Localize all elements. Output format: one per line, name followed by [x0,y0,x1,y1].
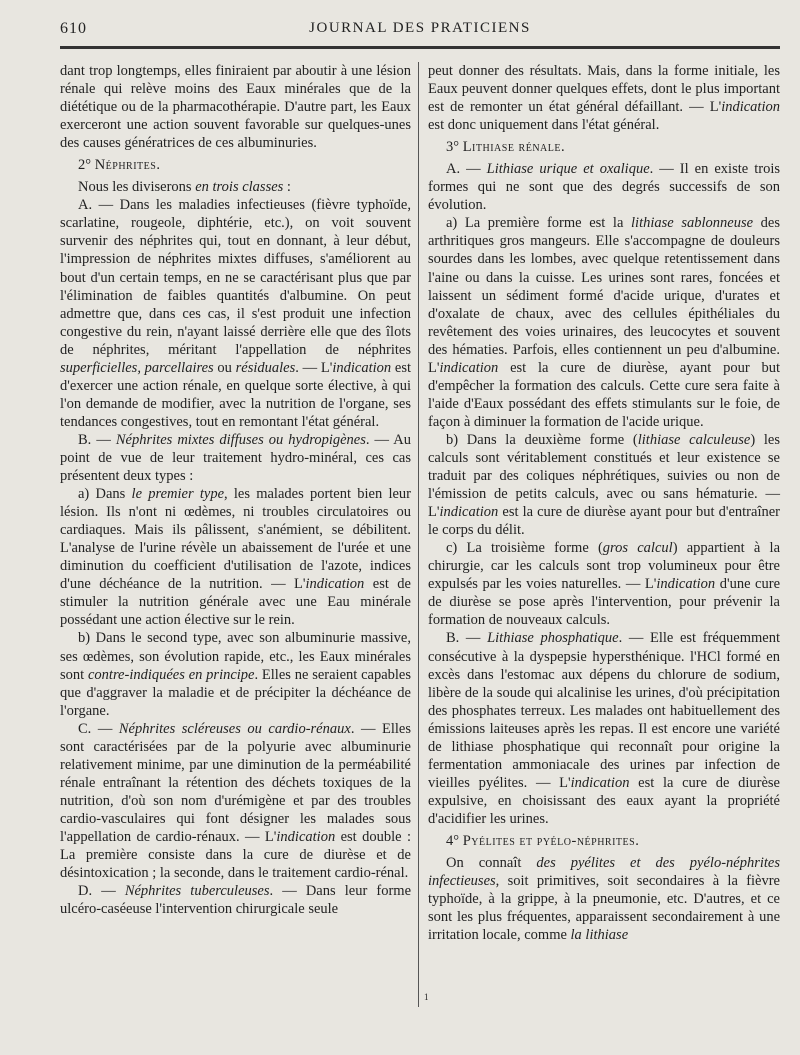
text-run: Néphrites scléreuses ou cardio-rénaux [118,720,351,737]
text-run: indication [276,828,336,845]
paragraph [60,720,411,882]
text-run: des pyélites et des pyélo-néphrites infectieuses [428,855,780,890]
paragraph [60,196,411,431]
text-run: Pyélites et pyélo-néphrites. [462,832,640,849]
text-run: indication [305,576,365,593]
text-run: est d'exercer une action rénale, en quelque sorte élective, à qui l'on demande de modifier, avec la nutrition de l'organe, ses tendances congestives, tout en remontant l'état général. [60,359,412,430]
text-run: Lithiase phosphatique [487,630,619,647]
text-run: A. — Dans les maladies infectieuses (fièvre typhoïde, scarlatine, rougeole, diphtérie, etc.), on voit souvent survenir des néphrites qui, tout en donnant, à leur début, l'impression de néphrites mixtes diffuses, s'améliorent au bout d'un certain temps, en ne se caractérisant plus que par l'élimination de faibles quantités d'albumine. On peut admettre que, dans ces cas, il s'est produit une infection congestive du rein, n'ayant laissé derrière elle que des îlots de néphrites, méritant l'appellation de néphrites [60,197,411,358]
section-heading-lithiase [428,138,780,156]
paragraph [428,160,780,214]
paragraph [428,214,780,431]
text-run: . — L' [295,359,333,376]
paragraph [428,431,780,539]
text-run: résiduales [235,359,296,376]
text-run: superficielles, parcellaires [60,359,214,376]
footer-mark: 1 [424,992,429,1002]
text-run: B. — [446,630,488,647]
text-run: Nous les diviserons [78,179,196,196]
text-run: Néphrites tuberculeuses [124,883,270,900]
text-run: le premier type [131,486,224,503]
text-run: indication [570,774,630,791]
text-run: c) La troisième forme ( [446,540,603,557]
text-run: b) Dans le second type, avec son albuminurie massive, ses œdèmes, son évolution rapide, etc., les Eaux minérales sont [60,630,411,683]
text-run: . — Au point de vue de leur traitement hydro-minéral, ces cas présentent deux types : [60,431,412,485]
paragraph [428,629,780,828]
text-run: gros calcul [602,540,673,557]
text-run: . — Elles sont caractérisées par de la polyurie avec albuminurie relativement minime, par une diminution de la perméabilité rénale entraînant la rétention des déchets toxiques de la nutrition, d'où son nom d'urémigène et par des troubles cardio-vasculaires qui font désigner les malades sous l'appellation de cardio-rénaux. — L' [60,720,411,845]
paragraph [428,62,780,134]
journal-title: JOURNAL DES PRATICIENS [309,20,531,36]
text-run: est de stimuler la nutrition générale avec une Eau minérale possédant une action élective sur le rein. [60,576,411,629]
column-divider [418,62,419,1007]
header-rule [60,46,780,49]
text-run: a) Dans [78,486,132,503]
text-run: d'une cure de diurèse se pose après l'intervention, pour prévenir la formation de nouveaux calculs. [428,576,780,629]
text-run: 3° [446,139,463,156]
text-run: a) La première forme est la [446,215,632,232]
text-run: la lithiase [570,927,629,944]
right-column [428,62,780,944]
text-run: Lithiase rénale. [462,139,566,156]
text-run: . — Il en existe trois formes qui ne sont que des degrés successifs de son évolution. [428,161,780,214]
text-run: : [283,179,291,196]
text-run: ) les calculs sont véritablement constitués et leur existence se traduit par des coliques néphrétiques, suivies ou non de l'émission de petits calculs, avec ou sans hématurie. — L' [428,431,780,521]
text-run: indication [439,359,499,376]
text-run: contre-indiquées en principe [87,666,255,683]
text-run: 4° [446,832,463,849]
text-run: est la cure de diurèse, ayant pour but d'empêcher la formation des calculs. Cette cure sera faite à l'aide d'Eaux possédant des effets stimulants sur le foie, de façon à diminuer la formation de l'acide urique. [428,359,780,430]
text-run: 2° [78,157,95,174]
text-run: D. — [78,883,125,900]
left-column [60,62,411,918]
text-run: indication [332,359,392,376]
text-run: A. — [446,161,487,178]
text-run: des arthritiques gros mangeurs. Elle s'accompagne de douleurs sourdes dans les lombes, avec quelque retentissement dans l'aine ou dans la cuisse. Les urines sont rares, foncées et laissent un sédiment formé d'acide urique, d'urates et d'oxalate de chaux, avec des cellules épithéliales du revêtement des voies urinaires, des leucocytes et souvent des hématies. Parfois, elles contiennent un peu d'albumine. L' [428,215,780,376]
text-run: b) Dans la deuxième forme ( [446,431,638,448]
paragraph [60,62,411,152]
paragraph [428,539,780,629]
text-run: lithiase calculeuse [637,431,751,448]
text-run: peut donner des résultats. Mais, dans la forme initiale, les Eaux peuvent donner quelques effets, dont le plus important est de remonter un état général défaillant. — L' [428,63,780,116]
text-run: B. — [78,431,116,448]
paragraph [60,629,411,719]
text-run: indication [439,504,499,521]
section-heading-pyelites [428,832,780,850]
text-run: indication [656,576,716,593]
section-heading-nephrites [60,156,411,174]
text-run: Lithiase urique et oxalique [486,161,650,178]
text-run: en trois classes [195,179,284,196]
text-run: est la cure de diurèse ayant pour but d'entraîner le corps du délit. [428,504,780,539]
paragraph [60,178,411,196]
page-header [60,20,780,44]
text-run: Néphrites mixtes diffuses ou hydropigènes [115,431,366,448]
text-run: lithiase sablonneuse [631,215,754,232]
text-run: . — Elle est fréquemment consécutive à la dyspepsie hypersthénique. l'HCl formé en excès dans l'estomac aux dépens du chlorure de sodium, libère de la soude qui alcalinise les urines, d'où précipitation des phosphates terreux. Les malades ont habituellement des émissions laiteuses après les repas. Il est encore une variété de lithiase phosphatique qui reconnaît pour origine la fermentation ammoniacale des urines par infection de vieilles pyélites. — L' [428,630,780,791]
text-run: ou [213,359,236,376]
text-run: On connaît [446,855,537,872]
text-run: C. — [78,720,119,737]
paragraph [428,854,780,944]
text-run: . — Dans leur forme ulcéro-caséeuse l'intervention chirurgicale seule [60,883,412,918]
text-run: indication [721,99,780,116]
paragraph [60,485,411,629]
text-run: est double : La première consiste dans la cure de diurèse et de désintoxication ; la seconde, dans le traitement cardio-rénal. [60,828,411,882]
text-run: est donc uniquement dans l'état général. [428,117,660,134]
text-run: ) appartient à la chirurgie, car les calculs sont trop volumineux pour être expulsés par les voies naturelles. — L' [428,540,781,593]
text-run: dant trop longtemps, elles finiraient par aboutir à une lésion rénale qui relève moins des Eaux minérales que de la diététique ou de la pharmacothérapie. D'autre part, les Eaux exerceront une action souvent favorable sur quelques-unes des causes génératrices de ces albuminuries. [60,63,411,152]
text-run: , soit primitives, soit secondaires à la fièvre typhoïde, à la grippe, à la pneumonie, etc. D'autres, et ce sont les plus fréquentes, apparaissent secondairement à une irritation locale, comme [428,873,780,944]
text-run: Néphrites. [94,157,161,174]
page-number: 610 [60,20,87,37]
text-run: est la cure de diurèse expulsive, en choisissant des eaux ayant la propriété d'acidifier les urines. [428,774,780,827]
paragraph [60,882,411,918]
paragraph [60,431,411,485]
text-run: . Elles ne seraient capables que d'aggraver la maladie et de précipiter la déchéance de l'organe. [60,666,412,719]
text-run: , les malades portent bien leur lésion. Ils n'ont ni œdèmes, ni troubles circulatoires ou cardiaques. Mais ils pâlissent, s'anémient, se débilitent. L'analyse de l'urine révèle un abaissement de l'urée et une diminution du coefficient d'utilisation de l'azote, indices d'une déchéance de la nutrition. — L' [60,486,411,593]
